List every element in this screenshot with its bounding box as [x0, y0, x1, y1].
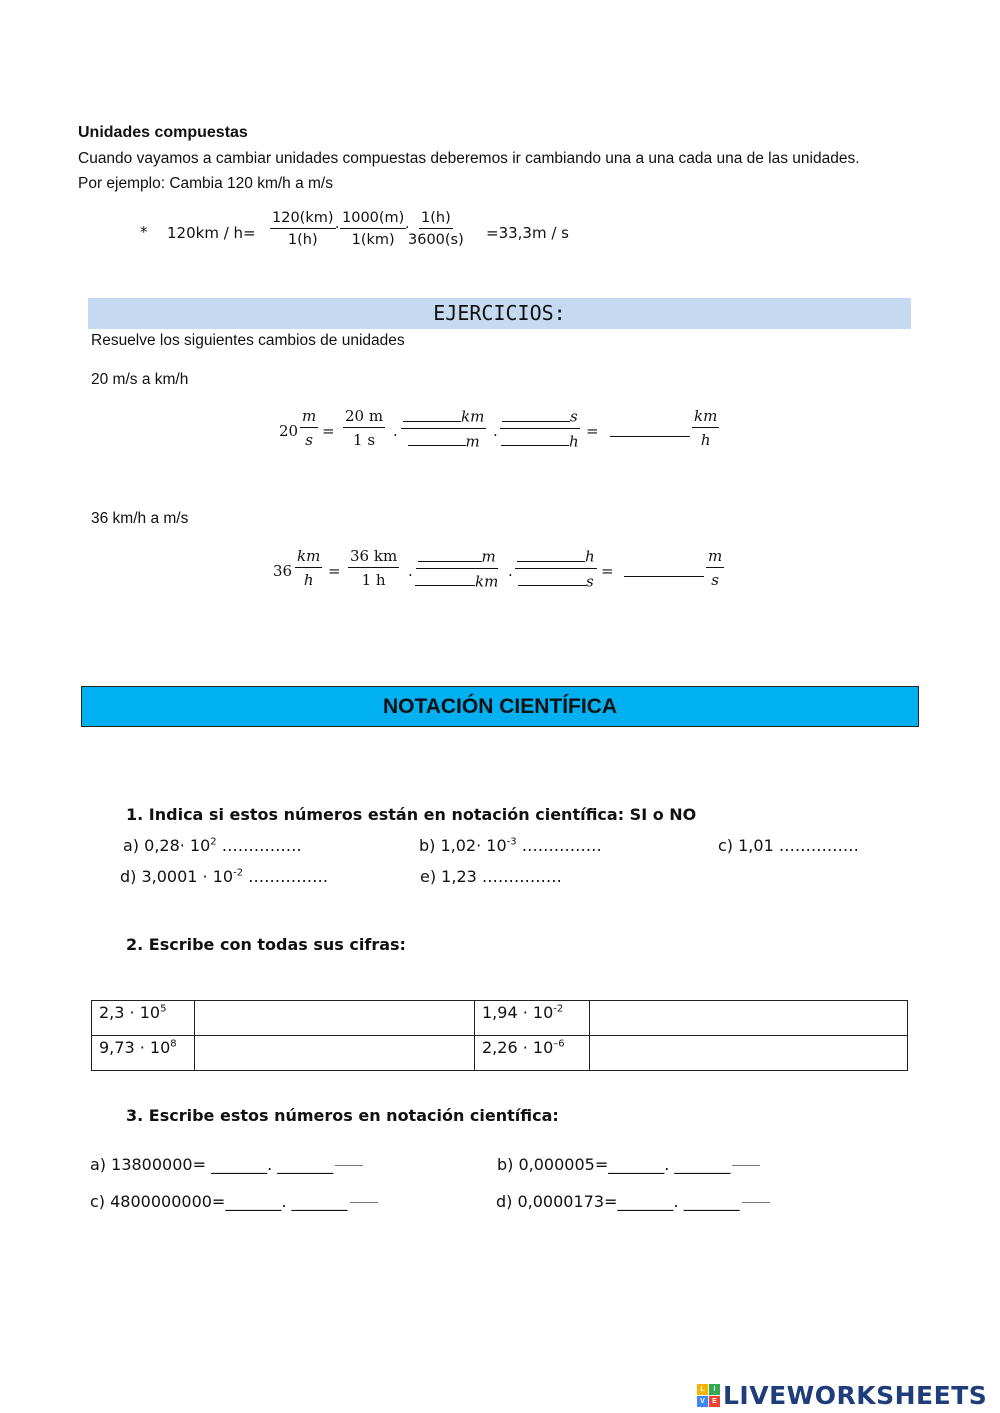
- table-cell-value: [92, 1001, 195, 1036]
- q3-item-d[interactable]: [496, 1192, 770, 1211]
- example-fraction-3-den: 3600(s): [408, 232, 464, 248]
- example-fraction-2-den: 1(km): [351, 232, 395, 248]
- exercise-1-f3-num-unit: s: [570, 407, 578, 426]
- question-2-title: 2. Escribe con todas sus cifras:: [126, 935, 406, 954]
- q1-item-c[interactable]: c) 1,01 ……………: [718, 836, 859, 855]
- cell-base: 2,26 · 10: [482, 1038, 554, 1057]
- ejercicios-banner: [88, 298, 911, 329]
- question-1-title: 1. Indica si estos números están en notación científica: SI o NO: [126, 805, 697, 824]
- logo-square-l: L: [697, 1384, 708, 1395]
- logo-square-i: I: [709, 1384, 720, 1395]
- liveworksheets-logo: [697, 1381, 987, 1410]
- table-row: [92, 1036, 908, 1071]
- exercise-1-f3-den-unit: h: [569, 432, 579, 450]
- cell-exp: 5: [160, 1003, 167, 1015]
- ejercicios-banner-title: EJERCICIOS:: [433, 301, 566, 325]
- exercise-2-f3-den-blank[interactable]: [518, 572, 586, 587]
- cell-exp: 8: [170, 1038, 177, 1050]
- q3-item-a-exp-line[interactable]: [335, 1165, 363, 1166]
- example-fraction-3: [408, 210, 464, 248]
- notacion-banner-title: NOTACIÓN CIENTÍFICA: [382, 695, 618, 718]
- cell-base: 9,73 · 10: [99, 1038, 171, 1057]
- q1-item-d-exp: -2: [233, 867, 244, 879]
- example-bullet: *: [140, 223, 148, 241]
- exercise-1-f2-den-unit: m: [465, 432, 480, 450]
- intro-paragraph-line2: Por ejemplo: Cambia 120 km/h a m/s: [78, 175, 333, 192]
- exercise-2-fraction-3[interactable]: [515, 547, 597, 590]
- example-fraction-1-den: 1(h): [287, 232, 318, 248]
- exercise-2-f2-num-blank[interactable]: [418, 547, 482, 562]
- example-fraction-1: [270, 210, 336, 248]
- exercise-2-f1-num: 36 km: [348, 547, 399, 568]
- q3-item-c-text[interactable]: c) 4800000000=_______. _______: [90, 1192, 348, 1211]
- logo-square-v: V: [697, 1396, 708, 1407]
- table-cell-answer[interactable]: [195, 1001, 475, 1036]
- exercise-1-coef: 20: [279, 422, 299, 440]
- exercise-1-f2-num-unit: km: [461, 407, 485, 426]
- exercise-2-equals-2: =: [601, 562, 614, 580]
- table-cell-answer[interactable]: [195, 1036, 475, 1071]
- cell-base: 2,3 · 10: [99, 1003, 161, 1022]
- q3-item-d-exp-line[interactable]: [742, 1202, 770, 1203]
- q3-item-b[interactable]: [497, 1155, 760, 1174]
- exercise-1-f2-den-blank[interactable]: [408, 432, 466, 447]
- section-heading-unidades: Unidades compuestas: [78, 124, 248, 141]
- table-row: [92, 1001, 908, 1036]
- exercise-1-unit-fraction: [300, 407, 318, 449]
- exercise-2-dot-1: .: [408, 562, 413, 580]
- example-fraction-2: [340, 210, 406, 248]
- table-cell-value: [92, 1036, 195, 1071]
- logo-square-e: E: [709, 1396, 720, 1407]
- exercise-1-f2-num-blank[interactable]: [403, 407, 461, 422]
- exercise-2-result-blank[interactable]: [624, 576, 704, 577]
- exercise-2-dot-2: .: [508, 562, 513, 580]
- exercise-2-res-den: s: [711, 571, 719, 589]
- exercise-1-unit-den: s: [305, 431, 313, 449]
- q1-item-b-base: b) 1,02· 10: [419, 836, 507, 855]
- liveworksheets-brand: LIVEWORKSHEETS: [723, 1381, 988, 1410]
- exercise-2-label: 36 km/h a m/s: [91, 510, 189, 527]
- question-3-title: 3. Escribe estos números en notación científica:: [126, 1106, 559, 1125]
- q1-item-a-base: a) 0,28· 10: [123, 836, 211, 855]
- example-result: =33,3m / s: [486, 224, 569, 242]
- exercise-1-f1-num: 20 m: [343, 407, 385, 428]
- exercise-1-dot-2: .: [493, 422, 498, 440]
- q3-item-c[interactable]: [90, 1192, 378, 1211]
- table-cell-value: [475, 1036, 590, 1071]
- cell-exp: –6: [553, 1038, 565, 1050]
- exercise-1-unit-num: m: [300, 407, 318, 428]
- q1-item-a-exp: 2: [210, 836, 217, 848]
- exercise-2-result-fraction: [706, 547, 724, 589]
- q3-item-a[interactable]: [90, 1155, 363, 1174]
- exercise-1-fraction-1: [343, 407, 385, 449]
- q3-item-b-text[interactable]: b) 0,000005=_______. _______: [497, 1155, 731, 1174]
- q1-item-e[interactable]: e) 1,23 ……………: [420, 867, 562, 886]
- q1-item-d-base: d) 3,0001 · 10: [120, 867, 234, 886]
- exercise-2-f2-den-blank[interactable]: [415, 572, 475, 587]
- exercise-2-f2-num-unit: m: [481, 547, 496, 566]
- q3-item-d-text[interactable]: d) 0,0000173=_______. _______: [496, 1192, 740, 1211]
- example-dot-1: .: [335, 216, 340, 232]
- exercise-2-f3-num-unit: h: [585, 547, 595, 566]
- exercise-1-f3-num-blank[interactable]: [502, 407, 570, 422]
- table-cell-answer[interactable]: [590, 1001, 908, 1036]
- exercise-1-fraction-3[interactable]: [500, 407, 580, 450]
- notacion-banner: [81, 686, 919, 727]
- intro-paragraph-line1: Cuando vayamos a cambiar unidades compuestas deberemos ir cambiando una a una cada una de las unidades.: [78, 150, 860, 167]
- exercise-2-unit-num: km: [295, 547, 322, 568]
- example-dot-2: .: [405, 216, 410, 232]
- exercise-2-f1-den: 1 h: [361, 571, 386, 589]
- exercise-2-f3-den-unit: s: [585, 572, 594, 590]
- exercise-2-equals-1: =: [328, 562, 341, 580]
- exercise-1-fraction-2[interactable]: [401, 407, 486, 450]
- liveworksheets-logo-icon: [697, 1384, 720, 1407]
- exercise-1-f3-den-blank[interactable]: [501, 432, 569, 447]
- exercise-2-f3-num-blank[interactable]: [517, 547, 585, 562]
- exercise-1-equals-2: =: [586, 422, 599, 440]
- q1-item-a-answer[interactable]: ……………: [216, 836, 302, 855]
- exercise-1-result-blank[interactable]: [610, 436, 690, 437]
- q1-item-d-answer[interactable]: ……………: [243, 867, 329, 886]
- q3-item-a-text[interactable]: a) 13800000= _______. _______: [90, 1155, 334, 1174]
- exercise-1-f1-den: 1 s: [353, 431, 376, 449]
- example-fraction-3-num: 1(h): [419, 210, 453, 229]
- table-cell-value: [475, 1001, 590, 1036]
- exercise-2-unit-den: h: [303, 571, 314, 589]
- exercise-2-f2-den-unit: km: [475, 572, 499, 590]
- example-fraction-2-num: 1000(m): [340, 210, 406, 229]
- exercise-2-fraction-2[interactable]: [415, 547, 498, 590]
- exercise-1-res-den: h: [700, 431, 711, 449]
- q3-item-c-exp-line[interactable]: [350, 1202, 378, 1203]
- exercise-2-res-num: m: [706, 547, 724, 568]
- cell-base: 1,94 · 10: [482, 1003, 554, 1022]
- cell-exp: -2: [553, 1003, 564, 1015]
- exercise-1-label: 20 m/s a km/h: [91, 371, 189, 388]
- q1-item-b[interactable]: [419, 836, 602, 855]
- question-2-table: [91, 1000, 908, 1071]
- example-lhs: 120km / h=: [167, 224, 256, 242]
- q1-item-a[interactable]: [123, 836, 302, 855]
- exercise-2-coef: 36: [273, 562, 293, 580]
- example-fraction-1-num: 120(km): [270, 210, 336, 229]
- exercise-1-dot-1: .: [393, 422, 398, 440]
- exercise-2-unit-fraction: [295, 547, 322, 589]
- table-cell-answer[interactable]: [590, 1036, 908, 1071]
- q3-item-b-exp-line[interactable]: [732, 1165, 760, 1166]
- q1-item-b-answer[interactable]: ……………: [516, 836, 602, 855]
- q1-item-d[interactable]: [120, 867, 328, 886]
- exercise-1-equals-1: =: [322, 422, 335, 440]
- exercise-1-res-num: km: [692, 407, 719, 428]
- q1-item-b-exp: -3: [506, 836, 517, 848]
- ejercicios-instruction: Resuelve los siguientes cambios de unidades: [91, 332, 405, 349]
- exercise-2-fraction-1: [348, 547, 399, 589]
- exercise-1-result-fraction: [692, 407, 719, 449]
